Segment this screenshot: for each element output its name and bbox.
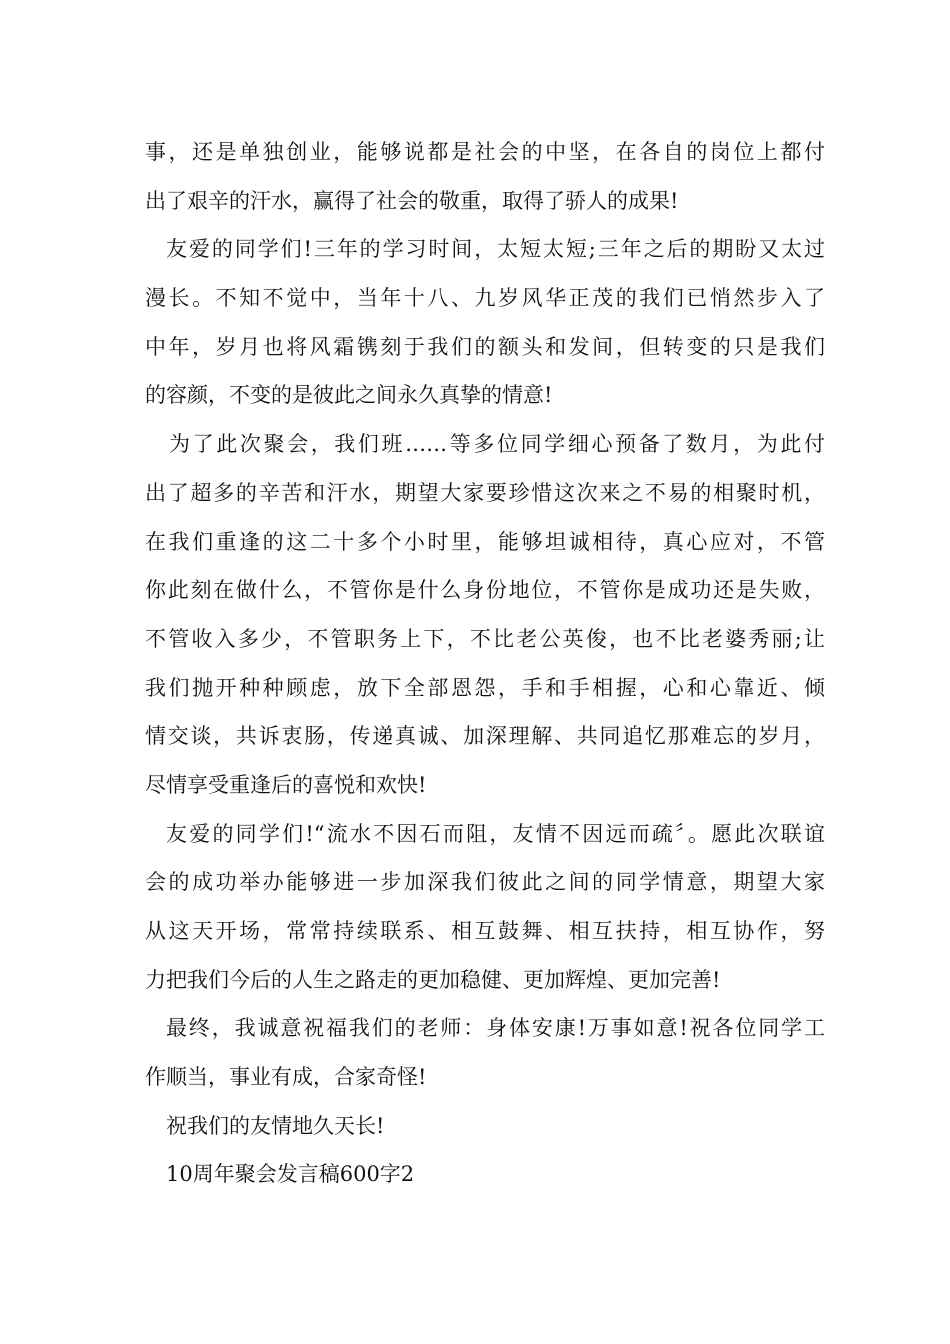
text-line: 尽情享受重逢后的喜悦和欢快! <box>145 772 427 797</box>
text-line: 最终，我诚意祝福我们的老师：身体安康!万事如意!祝各位同学工 <box>166 1016 825 1041</box>
text-line: 出了艰辛的汗水，赢得了社会的敬重，取得了骄人的成果! <box>145 188 679 213</box>
text-line: 为了此次聚会，我们班……等多位同学细心预备了数月，为此付 <box>169 432 825 457</box>
text-line: 会的成功举办能够进一步加深我们彼此之间的同学情意，期望大家 <box>145 870 825 895</box>
text-line: 你此刻在做什么，不管你是什么身份地位，不管你是成功还是失败， <box>145 578 825 603</box>
text-line: 从这天开场，常常持续联系、相互鼓舞、相互扶持，相互协作，努 <box>145 919 825 943</box>
text-line: 事，还是单独创业，能够说都是社会的中坚，在各自的岗位上都付 <box>145 140 825 164</box>
section-heading: 10周年聚会发言稿600字2 <box>166 1162 415 1187</box>
text-line: 友爱的同学们!“流水不因石而阻，友情不因远而疏〞。愿此次联谊 <box>166 821 825 846</box>
text-line: 情交谈，共诉衷肠，传递真诚、加深理解、共同追忆那难忘的岁月， <box>145 724 825 749</box>
text-line: 漫长。不知不觉中，当年十八、九岁风华正茂的我们已悄然步入了 <box>145 286 825 311</box>
text-line: 作顺当，事业有成，合家奇怪! <box>145 1065 427 1090</box>
document-body <box>145 128 825 1199</box>
text-line: 在我们重逢的这二十多个小时里，能够坦诚相待，真心应对，不管 <box>145 529 825 554</box>
text-line: 不管收入多少，不管职务上下，不比老公英俊，也不比老婆秀丽;让 <box>145 626 825 651</box>
text-line: 力把我们今后的人生之路走的更加稳健、更加辉煌、更加完善! <box>145 967 721 992</box>
text-line: 出了超多的辛苦和汗水，期望大家要珍惜这次来之不易的相聚时机， <box>145 480 825 505</box>
text-line: 中年，岁月也将风霜镌刻于我们的额头和发间，但转变的只是我们 <box>145 334 825 359</box>
text-line: 我们抛开种种顾虑，放下全部恩怨，手和手相握，心和心靠近、倾 <box>145 675 825 700</box>
text-line: 祝我们的友情地久天长! <box>166 1113 385 1138</box>
text-line: 的容颜，不变的是彼此之间永久真挚的情意! <box>145 383 553 408</box>
text-line: 友爱的同学们!三年的学习时间，太短太短;三年之后的期盼又太过 <box>166 237 825 262</box>
